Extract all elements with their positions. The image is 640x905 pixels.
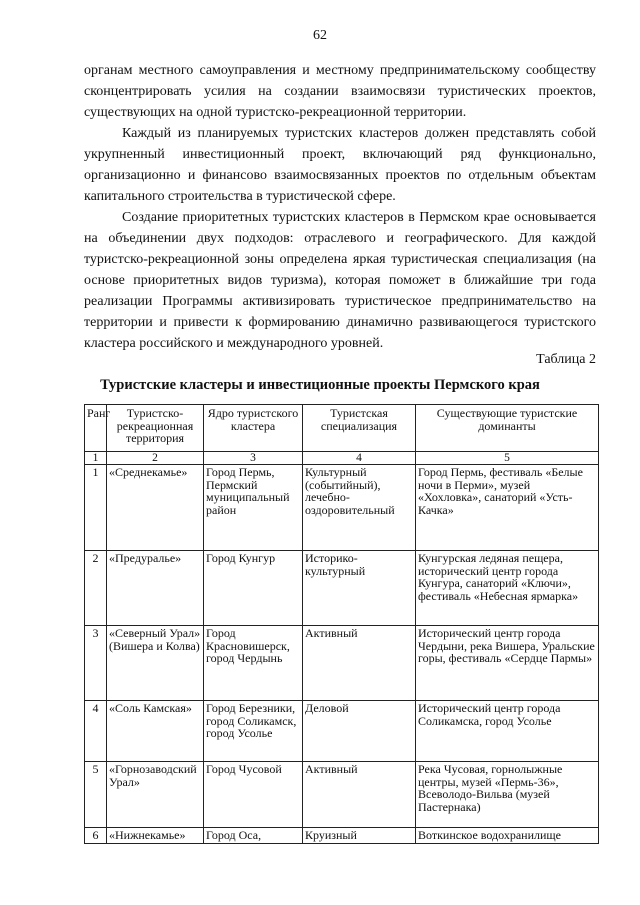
cell-rank: 3 (85, 626, 107, 701)
cell-rank: 1 (85, 465, 107, 551)
cell-dominants: Кунгурская ледяная пещера, исторический центр города Кунгура, санаторий «Ключи», фестиваль «Небесная ярмарка» (416, 551, 599, 626)
cell-dominants: Город Пермь, фестиваль «Белые ночи в Перми», музей «Хохловка», санаторий «Усть-Качка» (416, 465, 599, 551)
cell-core: Город Чусовой (204, 762, 303, 828)
header-core: Ядро туристского кластера (204, 405, 303, 452)
table-row (85, 828, 599, 844)
table-row (85, 762, 599, 828)
page-number: 62 (313, 28, 327, 43)
cell-specialization: Деловой (303, 701, 416, 762)
cell-core: Город Кунгур (204, 551, 303, 626)
cell-zone: «Горнозаводский Урал» (107, 762, 204, 828)
header-specialization: Туристская специализация (303, 405, 416, 452)
cell-zone: «Среднекамье» (107, 465, 204, 551)
cell-zone: «Соль Камская» (107, 701, 204, 762)
cell-rank: 5 (85, 762, 107, 828)
cell-rank: 4 (85, 701, 107, 762)
body-text (84, 60, 596, 354)
clusters-table (84, 404, 599, 844)
column-number: 4 (303, 451, 416, 465)
table-row (85, 701, 599, 762)
cell-core: Город Красновишерск, город Чердынь (204, 626, 303, 701)
cell-specialization: Активный (303, 626, 416, 701)
cell-dominants: Река Чусовая, горнолыжные центры, музей «Пермь-36», Всеволодо-Вильва (музей Пастернака) (416, 762, 599, 828)
column-number: 5 (416, 451, 599, 465)
paragraph-continuation: органам местного самоуправления и местному предпринимательскому сообществу сконцентрировать усилия на создании взаимосвязи туристических проектов, существующих на одной туристско-рекреационной территории. (84, 63, 596, 120)
cell-dominants: Воткинское водохранилище (416, 828, 599, 844)
cell-core: Город Березники, город Соликамск, город Усолье (204, 701, 303, 762)
cell-core: Город Пермь, Пермский муниципальный район (204, 465, 303, 551)
cell-dominants: Исторический центр города Чердыни, река Вишера, Уральские горы, фестиваль «Сердце Пармы» (416, 626, 599, 701)
table-row (85, 626, 599, 701)
cell-zone: «Северный Урал» (Вишера и Колва) (107, 626, 204, 701)
header-zone: Туристско-рекреационная территория (107, 405, 204, 452)
cell-specialization: Активный (303, 762, 416, 828)
table-row (85, 551, 599, 626)
table-title: Туристские кластеры и инвестиционные проекты Пермского края (100, 377, 540, 393)
header-dominants: Существующие туристские доминанты (416, 405, 599, 452)
column-numbers-row (85, 451, 599, 465)
cell-specialization: Круизный (303, 828, 416, 844)
table-row (85, 465, 599, 551)
column-number: 2 (107, 451, 204, 465)
paragraph-clusters: Каждый из планируемых туристских кластеров должен представлять собой укрупненный инвестиционный проект, включающий ряд функционально, организационно и финансово взаимосвязанных проектов по отдельным объектам капитального строительства в туристической сфере. (84, 126, 596, 204)
table-label: Таблица 2 (536, 352, 596, 367)
cell-zone: «Предуралье» (107, 551, 204, 626)
cell-rank: 6 (85, 828, 107, 844)
cell-rank: 2 (85, 551, 107, 626)
header-rank: Ранг (85, 405, 107, 452)
cell-specialization: Историко-культурный (303, 551, 416, 626)
table-header-row (85, 405, 599, 452)
cell-specialization: Культурный (событийный), лечебно-оздоровительный (303, 465, 416, 551)
paragraph-priorities: Создание приоритетных туристских кластеров в Пермском крае основывается на объединении двух подходов: отраслевого и географического. Для каждой туристско-рекреационной зоны определена яркая туристическая специализация (на основе приоритетных видов туризма), которая поможет в ближайшие три года реализации Программы активизировать туристическое предпринимательство на территории и привести к формированию динамично развивающегося туристского кластера российского и международного уровней. (84, 210, 596, 351)
cell-zone: «Нижнекамье» (107, 828, 204, 844)
cell-dominants: Исторический центр города Соликамска, город Усолье (416, 701, 599, 762)
cell-core: Город Оса, (204, 828, 303, 844)
column-number: 3 (204, 451, 303, 465)
column-number: 1 (85, 451, 107, 465)
